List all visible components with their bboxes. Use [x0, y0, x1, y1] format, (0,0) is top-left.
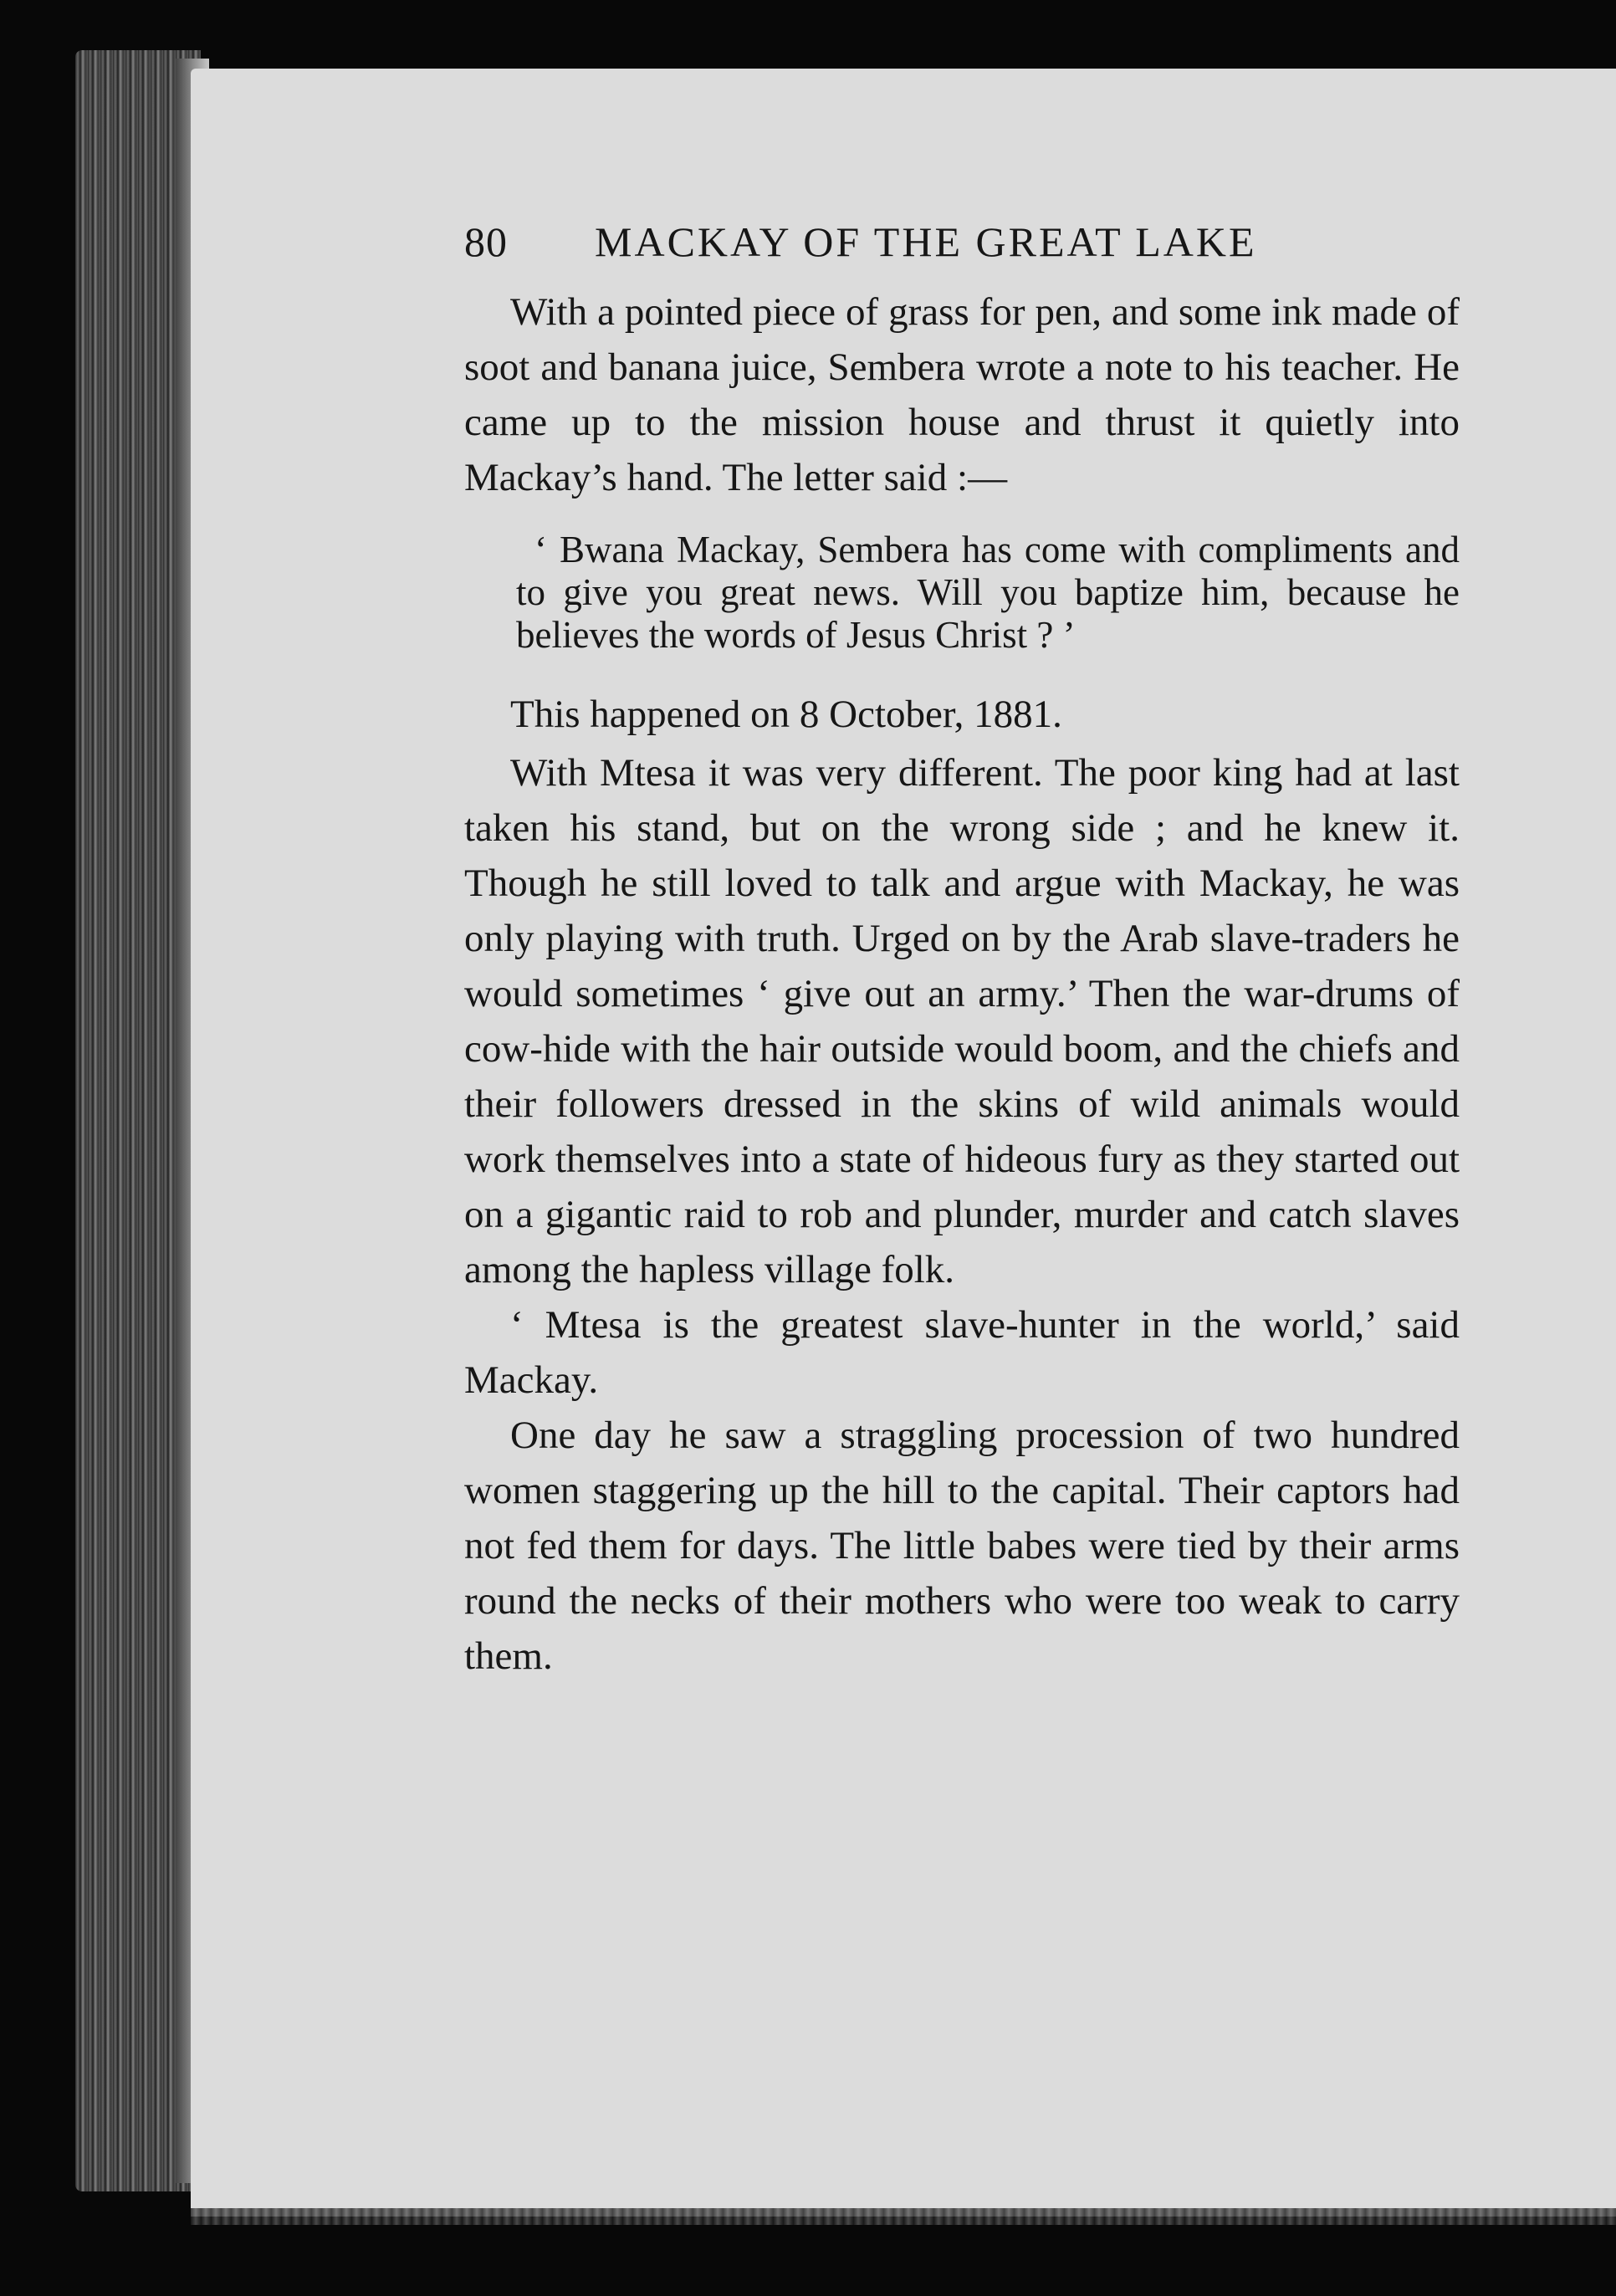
paragraph-mackay-quote: ‘ Mtesa is the greatest slave-hunter in the world,’ said Mackay. — [464, 1303, 1460, 1402]
paragraph-mtesa: With Mtesa it was very different. The poor king had at last taken his stand, but on the wrong side ; and he knew it. Though he still loved to talk and argue with Mackay, he was only playing with truth. Urged on by the Arab slave-traders he would sometimes ‘ give out an army.’ Then the war-drums of cow-hide with the hair outside would boom, and the chiefs and their followers dressed in the skins of wild animals would work themselves into a state of hideous fury as they started out on a gigantic raid to rob and plunder, murder and catch slaves among the hapless village folk. — [464, 751, 1460, 1291]
page-number: 80 — [464, 218, 508, 265]
page-bottom-edge — [191, 2208, 1616, 2225]
running-head — [464, 217, 1460, 284]
paragraph-procession: One day he saw a straggling procession of two hundred women staggering up the hill to the capital. Their captors had not fed them for days. The little babes were tied by their arms round the necks of their mothers who were too weak to carry them. — [464, 1414, 1460, 1678]
running-title: MACKAY OF THE GREAT LAKE — [595, 218, 1257, 265]
block-quote-letter: ‘ Bwana Mackay, Sembera has come with compliments and to give you great news. Will you baptize him, because he believes the words of Jesus Christ ? ’ — [516, 529, 1460, 656]
paragraph-date: This happened on 8 October, 1881. — [510, 693, 1062, 736]
page-text-block — [464, 217, 1460, 1684]
paragraph-letter-intro: With a pointed piece of grass for pen, and some ink made of soot and banana juice, Sembera wrote a note to his teacher. He came up to the mission house and thrust it quietly into Mackay’s hand. The letter said :— — [464, 290, 1460, 499]
